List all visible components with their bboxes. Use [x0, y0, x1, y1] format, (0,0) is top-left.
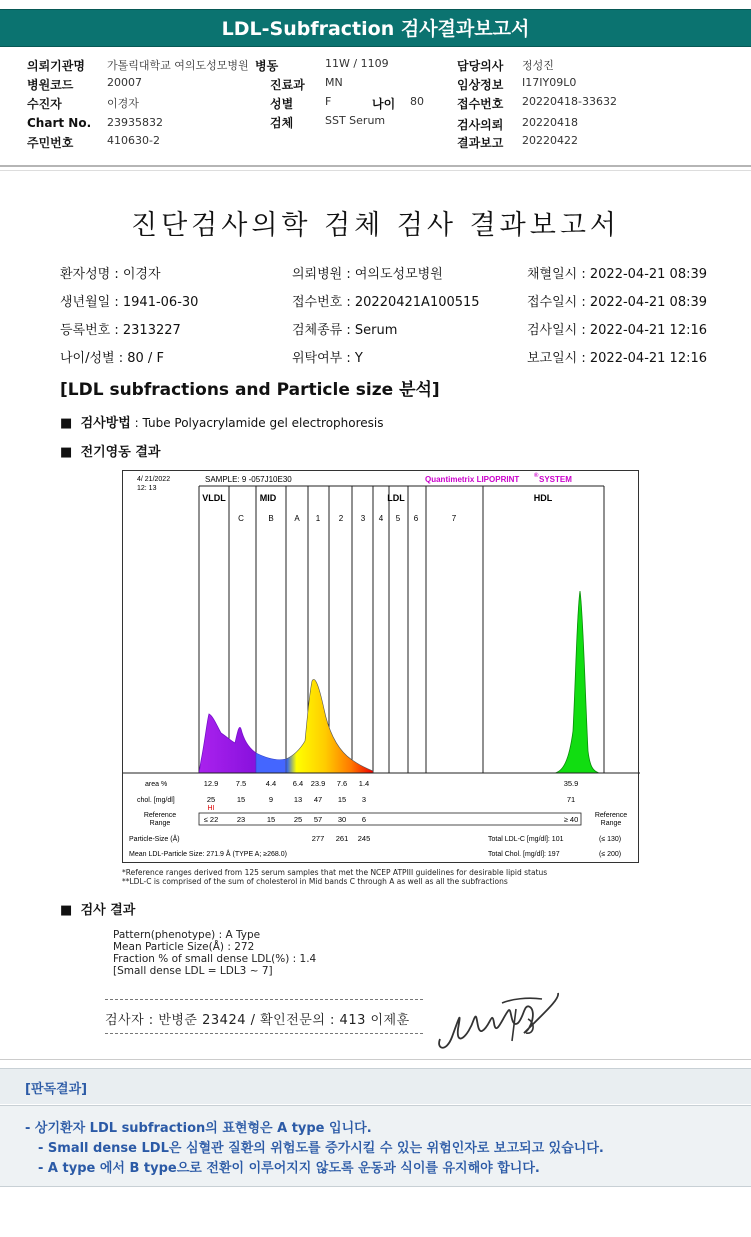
region-label-hdl: HDL — [533, 493, 553, 503]
chart-brand-sup: ® — [534, 473, 539, 479]
sex-label: 성별 — [270, 97, 294, 111]
chart-date: 4/ 21/2022 — [137, 476, 171, 483]
ref-range-value: 57 — [313, 815, 323, 824]
lab-report — [0, 170, 751, 1060]
idnum-value: 410630-2 — [107, 134, 160, 147]
field-dob: 생년월일 : 1941-06-30 — [60, 295, 199, 310]
band-label: 6 — [413, 514, 419, 523]
band-label: 2 — [338, 514, 344, 523]
field-specimen: 검체종류 : Serum — [292, 323, 398, 338]
clinical-label: 임상정보 — [457, 78, 504, 92]
result-sdldl-def: [Small dense LDL = LDL3 ~ 7] — [113, 965, 273, 977]
dept-label: 진료과 — [270, 78, 305, 92]
judgement-header-bar — [0, 1068, 751, 1104]
area-value: 35.9 — [563, 779, 579, 788]
field-received: 접수일시 : 2022-04-21 08:39 — [527, 295, 708, 310]
ref-range-box-ldl — [199, 813, 581, 825]
ref-range-value: ≥ 40 — [563, 815, 579, 824]
signature-line-top — [105, 999, 423, 1000]
electro-line — [60, 441, 160, 460]
reqdate-label: 검사의뢰 — [457, 118, 504, 132]
band-label: C — [238, 514, 244, 523]
field-agesex: 나이/성별 : 80 / F — [60, 351, 164, 366]
field-tested: 검사일시 : 2022-04-21 12:16 — [527, 323, 708, 338]
result-pattern: Pattern(phenotype) : A Type — [113, 929, 261, 941]
particle-size-label: Particle-Size (Å) — [129, 836, 180, 843]
judgement-body — [0, 1105, 751, 1187]
report-title: LDL-Subfraction 검사결과보고서 — [221, 18, 530, 40]
chol-value: 9 — [268, 795, 274, 804]
field-regnum: 등록번호 : 2313227 — [60, 323, 181, 338]
result-mean-size: Mean Particle Size(Å) : 272 — [113, 941, 255, 953]
particle-size-value: 245 — [357, 834, 371, 843]
electrophoresis-svg — [123, 471, 640, 864]
bullet-icon: ■ — [60, 416, 81, 431]
doctor-label: 담당의사 — [457, 59, 504, 73]
method-line — [60, 412, 384, 431]
chol-value: 13 — [293, 795, 303, 804]
area-value: 7.6 — [336, 779, 348, 788]
chart-brand-suffix: SYSTEM — [539, 475, 572, 484]
band-label: 4 — [378, 514, 384, 523]
electro-label: 전기영동 결과 — [80, 445, 161, 460]
institution-value: 가톨릭대학교 여의도성모병원 — [107, 59, 249, 72]
ref-range-value: 23 — [236, 815, 246, 824]
report-title-bar — [0, 9, 751, 47]
idnum-label: 주민번호 — [27, 136, 74, 150]
total-chol-ref: (≤ 200) — [599, 851, 622, 858]
band-label: 7 — [451, 514, 457, 523]
handwritten-signature — [432, 989, 567, 1059]
reqdate-value: 20220418 — [522, 116, 578, 129]
results-label: 검사 결과 — [80, 903, 136, 918]
doctor-value: 정성진 — [522, 59, 554, 72]
band-label: 3 — [360, 514, 366, 523]
hdl-ref-label-1: Reference — [594, 812, 628, 819]
chart-brand: Quantimetrix LIPOPRINT — [425, 475, 520, 484]
total-chol: Total Chol. [mg/dl]: 197 — [488, 851, 560, 858]
clinical-value: I17IY09L0 — [522, 76, 577, 89]
band-label: 1 — [315, 514, 321, 523]
hdl-ref-label-2: Range — [600, 820, 622, 827]
lab-report-title: 진단검사의학 검체 검사 결과보고서 — [131, 210, 620, 241]
area-value: 12.9 — [203, 779, 219, 788]
signature-text: 검사자 : 반병준 23424 / 확인전문의 : 413 이제훈 — [105, 1013, 410, 1028]
bullet-icon: ■ — [60, 445, 81, 460]
area-value: 1.4 — [358, 779, 370, 788]
section-title: [LDL subfractions and Particle size 분석] — [60, 380, 440, 400]
field-hospital: 의뢰병원 : 여의도성모병원 — [292, 267, 443, 282]
bullet-icon: ■ — [60, 903, 81, 918]
footnote-2: **LDL-C is comprised of the sum of cholesterol in Mid bands C through A as well as all the subfractions — [122, 877, 508, 886]
signature-line-bottom — [105, 1033, 423, 1034]
patient-value: 이경자 — [107, 97, 139, 110]
area-value: 4.4 — [265, 779, 277, 788]
judgement-header: [판독결과] — [25, 1082, 88, 1097]
field-outsourced: 위탁여부 : Y — [292, 351, 363, 366]
chart-no-label: Chart No. — [27, 116, 92, 130]
total-ldl: Total LDL-C [mg/dl]: 101 — [488, 836, 564, 843]
mid-b-peak — [256, 753, 286, 773]
chart-time: 12: 13 — [137, 485, 157, 492]
ref-range-value: 15 — [266, 815, 276, 824]
judgement-line-1: - 상기환자 LDL subfraction의 표현형은 A type 입니다. — [25, 1121, 372, 1136]
patient-label: 수진자 — [27, 97, 62, 111]
institution-label: 의뢰기관명 — [27, 59, 85, 73]
judgement-line-2: - Small dense LDL은 심혈관 질환의 위험도를 증가시킬 수 있는 위험인자로 보고되고 있습니다. — [38, 1141, 604, 1156]
band-label: B — [268, 514, 274, 523]
total-ldl-ref: (≤ 130) — [599, 836, 622, 843]
ref-range-value: ≤ 22 — [203, 815, 219, 824]
chol-value: 25 — [206, 795, 216, 804]
electrophoresis-chart — [122, 470, 639, 863]
chol-row-label: chol. [mg/dl] — [137, 797, 175, 804]
method-value: : Tube Polyacrylamide gel electrophoresis — [130, 416, 384, 430]
chart-sample: SAMPLE: 9 -057J10E30 — [205, 475, 292, 484]
area-value: 23.9 — [310, 779, 326, 788]
ward-value: 11W / 1109 — [325, 57, 389, 70]
field-reported: 보고일시 : 2022-04-21 12:16 — [527, 351, 708, 366]
field-accession: 접수번호 : 20220421A100515 — [292, 295, 480, 310]
reportdate-label: 결과보고 — [457, 136, 504, 150]
region-label-mid: MID — [259, 493, 277, 503]
chol-value: 15 — [236, 795, 246, 804]
divider — [0, 165, 751, 167]
specimen-label: 검체 — [270, 116, 294, 130]
dept-value: MN — [325, 76, 343, 89]
area-value: 6.4 — [292, 779, 304, 788]
area-row-label: area % — [145, 781, 168, 788]
results-line — [60, 899, 135, 918]
patient-info-block — [0, 52, 751, 164]
ref-range-value: 25 — [293, 815, 303, 824]
chol-value: 15 — [337, 795, 347, 804]
band-label: A — [294, 514, 300, 523]
region-label-ldl: LDL — [387, 493, 405, 503]
judgement-line-3: - A type 에서 B type으로 전환이 이루어지지 않도록 운동과 식이를 유지해야 합니다. — [38, 1161, 540, 1176]
particle-size-value: 277 — [311, 834, 325, 843]
chart-no-value: 23935832 — [107, 116, 163, 129]
chol-value: 3 — [361, 795, 367, 804]
result-fraction: Fraction % of small dense LDL(%) : 1.4 — [113, 953, 317, 965]
vldl-peak — [199, 714, 256, 773]
particle-size-value: 261 — [335, 834, 349, 843]
receipt-value: 20220418-33632 — [522, 95, 617, 108]
band-label: 5 — [395, 514, 401, 523]
receipt-label: 접수번호 — [457, 97, 504, 111]
region-label-vldl: VLDL — [202, 493, 226, 503]
sex-value: F — [325, 95, 332, 108]
ref-row-label-1: Reference — [143, 812, 177, 819]
ref-row-label-2: Range — [149, 820, 171, 827]
chol-flag: HI — [207, 805, 215, 812]
ward-label: 병동 — [255, 59, 279, 73]
hospcode-label: 병원코드 — [27, 78, 74, 92]
field-name: 환자성명 : 이경자 — [60, 267, 161, 282]
hdl-peak — [555, 591, 599, 773]
field-collected: 채혈일시 : 2022-04-21 08:39 — [527, 267, 708, 282]
mean-particle-size: Mean LDL-Particle Size: 271.9 Å (TYPE A; ≥268.0) — [129, 851, 287, 858]
age-label: 나이 — [372, 97, 396, 111]
ref-range-value: 6 — [361, 815, 367, 824]
specimen-value: SST Serum — [325, 114, 386, 127]
reportdate-value: 20220422 — [522, 134, 578, 147]
footnote-1: *Reference ranges derived from 125 serum samples that met the NCEP ATPIII guidelines for desirable lipid status — [122, 868, 548, 877]
hospcode-value: 20007 — [107, 76, 142, 89]
method-label: 검사방법 — [80, 416, 131, 431]
area-value: 7.5 — [235, 779, 247, 788]
age-value: 80 — [410, 95, 424, 108]
chol-value: 71 — [566, 795, 576, 804]
chol-value: 47 — [313, 795, 323, 804]
ref-range-value: 30 — [337, 815, 347, 824]
